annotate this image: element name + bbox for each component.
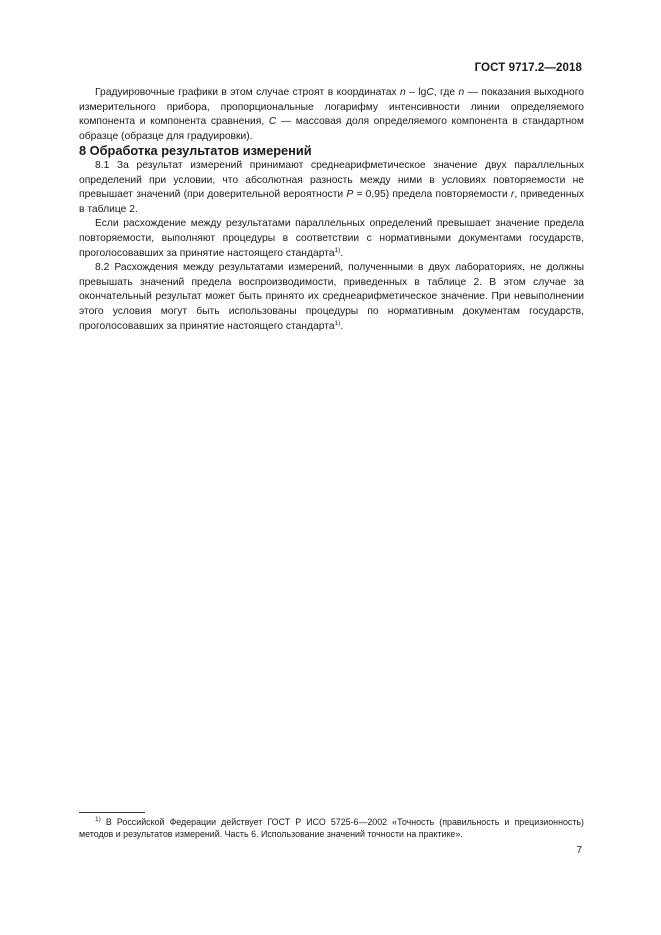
variable-n: n xyxy=(458,87,465,98)
paragraph-8-1: 8.1 За результат измерений принимают среднеарифметическое значение двух параллельных определений при условии, что абсолютная разность между ними в условиях повторяемости не превышает значений (при доверительной вероятности P = 0,95) предела повторяемости r, приведенных в таблице 2. xyxy=(79,159,584,215)
footnote: $^{1)}$ В Российской Федерации действует ГОСТ Р ИСО 5725-6—2002 «Точность (правильность и прецизионность) методов и результатов измерений. Часть 6. Использование значений точности на практике». xyxy=(79,816,584,840)
footnote-ref[interactable]: 1) xyxy=(334,319,341,327)
variable-c: C xyxy=(268,116,277,128)
page-number: 7 xyxy=(576,845,582,856)
footnote-divider xyxy=(79,812,145,813)
footnote-ref[interactable]: 1) xyxy=(334,246,341,254)
footnote-marker: 1) xyxy=(95,816,101,823)
variable-r: r xyxy=(510,189,515,201)
main-text xyxy=(79,86,584,334)
standard-designation: ГОСТ 9717.2—2018 xyxy=(474,62,582,74)
paragraph-8-1-continued: Если расхождение между результатами параллельных определений превышает значение предела повторяемости, выполняют процедуры в соответствии с нормативными документами государств, проголосовавших за принятие настоящего стандарта$^{1)}$. xyxy=(79,218,584,259)
variable-n: n xyxy=(400,87,406,98)
intro-paragraph: Градуировочные графики в этом случае строят в координатах n – lgC, где n — показания выходного измерительного прибора, пропорциональные логарифму интенсивности линии определяемого компонента и компонента сравнения, C — массовая доля определяемого компонента в стандартном образце (образце для градуировки). xyxy=(79,87,584,142)
paragraph-8-2: 8.2 Расхождения между результатами измерений, полученными в двух лабораториях, не должны превышать значений предела воспроизводимости, приведенных в таблице 2. В этом случае за окончательный результат может быть принято их среднеарифметическое значение. При невыполнении этого условия могут быть использованы процедуры по нормативным документам государств, проголосовавших за принятие настоящего стандарта$^{1)}$. xyxy=(79,262,584,332)
variable-c: C xyxy=(426,87,434,98)
variable-p: P xyxy=(346,189,354,201)
section-heading: 8 Обработка результатов измерений xyxy=(79,143,312,159)
